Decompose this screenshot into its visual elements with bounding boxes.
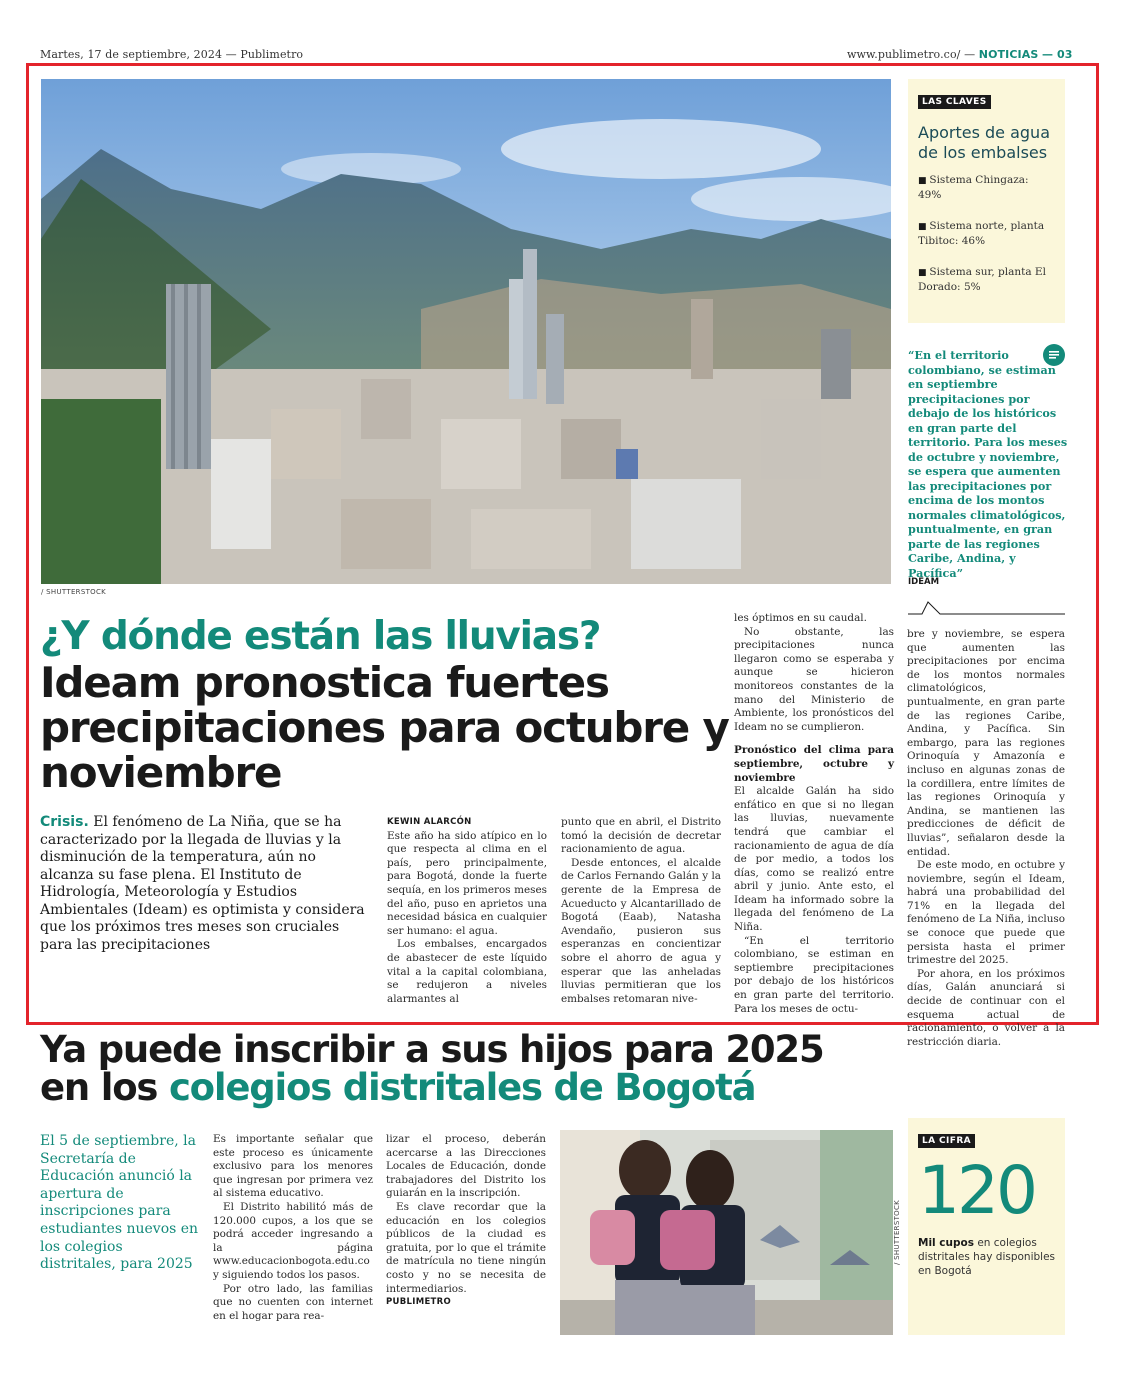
paragraph: No obstante, las precipitaciones nunca llegaron como se esperaba y aunque se hicieron monitoreos constantes de la mano del Ministerio de Ambiente, los pronósticos del Ideam no se cumplieron.: [734, 625, 894, 733]
claves-item: ■ Sistema norte, planta Tibitoc: 46%: [918, 219, 1055, 248]
section-subhead: Pronóstico del clima para septiembre, octubre y noviembre: [734, 744, 894, 784]
article-kicker: ¿Y dónde están las lluvias?: [40, 614, 601, 659]
headline-highlight: colegios distritales de Bogotá: [168, 1066, 756, 1109]
article-column-3: [734, 612, 894, 1016]
quote-source: IDEAM: [908, 577, 940, 587]
lead-label: Crisis.: [40, 814, 89, 830]
article-column-4: [907, 628, 1065, 1049]
paragraph: Desde entonces, el alcalde de Carlos Fernando Galán y la gerente de la Empresa de Acueducto y Alcantarillado de Bogotá (Eaab), Natasha Avendaño, pusieron sus esperanzas en concientizar sobre el ahorro de agua y esperar que las anheladas lluvias permitieran que los embalses retomaran nive-: [561, 856, 721, 1005]
article-headline: Ideam pronostica fuertes precipitaciones para octubre y noviembre: [40, 658, 729, 797]
claves-list: [918, 173, 1055, 294]
bogota-city-skyline-photo: [41, 79, 891, 584]
article-column-2: [561, 816, 721, 1006]
paragraph: De este modo, en octubre y noviembre, según el Ideam, habrá una probabilidad del 71% en la llegada del fenómeno de La Niña, incluso se conoce que puede que persista hasta el primer trimestre del 2025.: [907, 859, 1065, 967]
page-number: — 03: [1041, 48, 1073, 61]
headline-line-2: [40, 1066, 824, 1109]
claves-item: ■ Sistema Chingaza: 49%: [918, 173, 1055, 202]
paragraph: Por otro lado, las familias que no cuenten con internet en el hogar para rea-: [213, 1282, 373, 1322]
section-line: [847, 48, 1073, 61]
cifra-desc: en colegios distritales hay disponibles en Bogotá: [918, 1237, 1056, 1277]
paragraph: les óptimos en su caudal.: [734, 612, 867, 624]
paragraph: Los embalses, encargados de abastecer de este líquido vital a la capital colombiana, se redujeron a niveles alarmantes al: [387, 938, 547, 1005]
byline: PUBLIMETRO: [386, 1297, 452, 1308]
cifra-number: 120: [918, 1152, 1035, 1229]
paragraph: Por ahora, en los próximos días, Galán anunciará si decide de continuar con el esquema actual de racionamiento, o volver a la restricción diaria.: [907, 967, 1065, 1048]
photo2-credit: / SHUTTERSTOCK: [893, 1199, 901, 1265]
byline: KEWIN ALARCÓN: [387, 817, 472, 827]
section-name: NOTICIAS: [978, 48, 1039, 61]
claves-item: ■ Sistema sur, planta El Dorado: 5%: [918, 265, 1055, 294]
article-lead: [40, 814, 374, 954]
site-url[interactable]: www.publimetro.co/ —: [847, 48, 976, 61]
pull-quote: “En el territorio colombiano, se estiman en septiembre precipitaciones por debajo de los históricos en gran parte del territorio. Para los meses de octubre y noviembre, se espera que aumenten las precipitaciones por encima de los montos normales climatológicos, puntualmente, en gran parte de las regiones Caribe, Andina, y Pacífica”: [908, 348, 1068, 580]
headline-line-1: Ya puede inscribir a sus hijos para 2025: [40, 1028, 824, 1071]
headline-prefix: en los: [40, 1066, 158, 1109]
article2-column-2: [386, 1133, 546, 1310]
paragraph: Es importante señalar que este proceso es únicamente exclusivo para los menores que ingresan por primera vez al sistema educativo.: [213, 1133, 373, 1200]
hero-photo-credit: / SHUTTERSTOCK: [41, 588, 107, 596]
claves-box: [908, 79, 1065, 323]
article2-column-1: [213, 1133, 373, 1323]
paragraph: lizar el proceso, deberán acercarse a las Direcciones Locales de Educación, donde trabajadores del Distrito los guiarán en la inscripción.: [386, 1133, 546, 1200]
paragraph: bre y noviembre, se espera que aumenten las precipitaciones por encima de los montos normales climatológicos, puntualmente, en gran parte de las regiones Caribe, Andina, y Pacífica. Sin embargo, para las regiones Orinoquía y Amazonía e incluso en algunas zonas de la cordillera, entre límites de las regiones Orinoquía y Andina, se mantienen las predicciones de déficit de lluvias”, señalaron desde la entidad.: [907, 628, 1065, 858]
article2-headline: [40, 1028, 824, 1109]
paragraph: punto que en abril, el Distrito tomó la decisión de decretar racionamiento de agua.: [561, 816, 721, 856]
date-line: Martes, 17 de septiembre, 2024 — Publimetro: [40, 48, 304, 61]
paragraph: “En el territorio colombiano, se estiman en septiembre precipitaciones por debajo de los históricos en gran parte del territorio. Para los meses de octu-: [734, 934, 894, 1015]
lead-text: El fenómeno de La Niña, que se ha caracterizado por la llegada de lluvias y la disminución de la temperatura, aún no alcanza su fase plena. El Instituto de Hidrología, Meteorología y Estudios Ambientales (Ideam) es optimista y considera que los próximos tres meses son cruciales para las precipitaciones: [40, 814, 365, 953]
quote-divider: [908, 600, 1065, 614]
claves-title: Aportes de agua de los embalses: [918, 123, 1050, 162]
claves-tag: LAS CLAVES: [918, 95, 991, 109]
cifra-box: [908, 1118, 1065, 1335]
article-column-1: [387, 816, 547, 1006]
paragraph: Este año ha sido atípico en lo que respecta al clima en el país, pero principalmente, para Bogotá, donde la fuerte sequía, en los primeros meses del año, puso en aprietos una necesidad básica en cualquier ser humano: el agua.: [387, 829, 547, 937]
article2-lead: El 5 de septiembre, la Secretaría de Educación anunció la apertura de inscripciones para estudiantes nuevos en los colegios distritales, para 2025: [40, 1133, 199, 1273]
cifra-text: [918, 1236, 1055, 1278]
paragraph: Es clave recordar que la educación en los colegios públicos de la ciudad es gratuita, por lo que el trámite de matrícula no tiene ningún costo y no se necesita de intermediarios.: [386, 1200, 546, 1295]
paragraph: El Distrito habilitó más de 120.000 cupos, a los que se podrá acceder ingresando a la página www.educacionbogota.edu.co y siguiendo todos los pasos.: [213, 1200, 373, 1281]
paragraph: El alcalde Galán ha sido enfático en que si no llegan las lluvias, nuevamente tendrá que cambiar el racionamiento de agua de día de por medio, a todos los días, como se realizó entre abril y junio. Ante esto, el Ideam ha informado sobre la llegada del fenómeno de La Niña.: [734, 785, 894, 934]
cifra-tag: LA CIFRA: [918, 1134, 975, 1148]
cifra-bold: Mil cupos: [918, 1237, 974, 1249]
schoolgirls-backpacks-photo: [560, 1130, 893, 1335]
